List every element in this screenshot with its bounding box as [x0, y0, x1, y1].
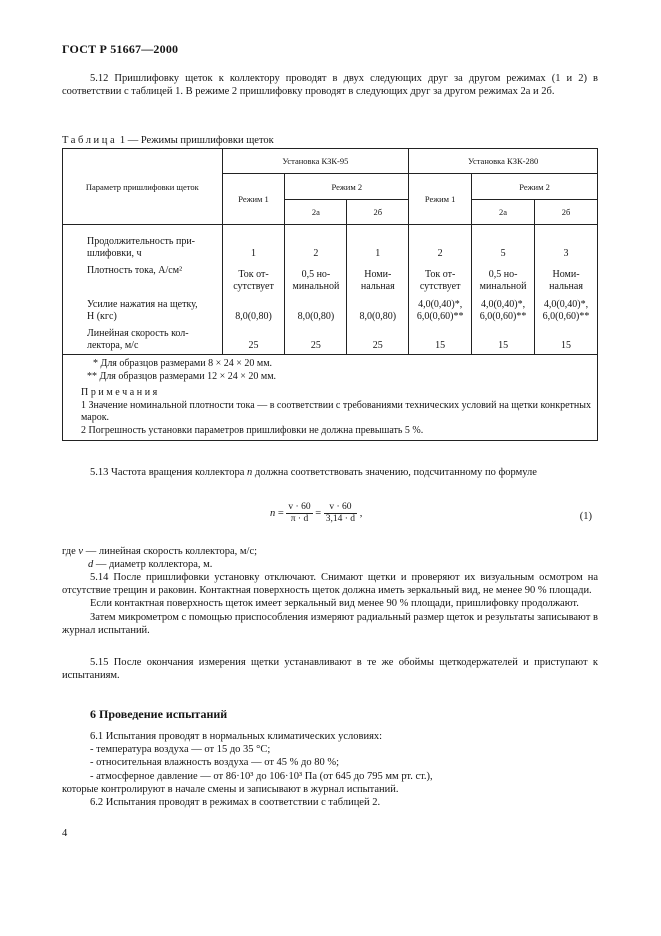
sub-2b-kzk280: 2б: [535, 200, 598, 225]
paragraph-5-13: 5.13 Частота вращения коллектора n должна соответствовать значению, подсчитанному по формуле: [90, 467, 537, 478]
unit-kzk95-header: Установка КЗК-95: [222, 149, 409, 174]
condition-temperature: - температура воздуха — от 15 до 35 °С;: [90, 744, 271, 756]
row-param-label: Продолжительность при- шлифовки, ч: [63, 225, 223, 261]
formula-fraction-2: $\frac{v \cdot 60}{3,14 \cdot d}$: [325, 502, 356, 524]
formula-lhs: n: [270, 507, 276, 519]
table-notes-row: [63, 355, 598, 441]
footnote-1: * Для образцов размерами 8 × 24 × 20 мм.: [93, 358, 273, 369]
row-param-label: Плотность тока, А/см²: [63, 260, 223, 293]
section-6-title: 6 Проведение испытаний: [90, 707, 228, 721]
paragraph-where: где v — линейная скорость коллектора, м/с; d — диаметр коллектора, м.: [62, 546, 258, 571]
note-1: 1 Значение номинальной плотности тока — в соответствии с требованиями технических условий на щетки конкретных марок.: [81, 399, 591, 423]
table-cell: 15: [472, 323, 535, 355]
table-cell: 1: [222, 225, 285, 261]
condition-pressure: - атмосферное давление — от 86·10³ до 106·10³ Па (от 645 до 795 мм рт. ст.),: [90, 770, 433, 782]
paragraph-5-15: 5.15 После окончания измерения щетки устанавливают в те же обоймы щеткодержателей и приступают к испытаниям.: [62, 657, 598, 682]
notes-title: Примечания: [81, 387, 160, 398]
mode2-header-kzk280: Режим 2: [472, 174, 598, 200]
paragraph-6-2: 6.2 Испытания проводят в режимах в соответствии с таблицей 2.: [90, 797, 381, 809]
table-cell: 8,0(0,80): [222, 293, 285, 323]
table-1: [62, 148, 598, 441]
paragraph-5-14: 5.14 После пришлифовки установку отключают. Снимают щетки и проверяют их визуальным осмотром на отсутствие трещин и раковин. Контактная поверхность щеток должна иметь зеркальный вид, не менее 90 % площади. Если контактная поверхность щеток имеет зеркальный вид менее 90 % площади, пришлифовку продолжают. Затем микрометром с помощью приспособления измеряют радиальный размер щеток и результаты записывают в журнал испытаний.: [62, 572, 598, 636]
footnote-2: ** Для образцов размерами 12 × 24 × 20 мм.: [87, 370, 277, 382]
table-cell: 8,0(0,80): [347, 293, 409, 323]
table-header-row-1: [63, 149, 598, 174]
table-cell: 0,5 но- минальной: [472, 260, 535, 293]
paragraph-5-12-text: 5.12 Пришлифовку щеток к коллектору проводят в двух следующих друг за другом режимах (1 и 2) в соответствии с таблицей 1. В режиме 2 пришлифовку проводят в следующих друг за другом режимах 2а и 2б.: [62, 73, 598, 98]
table-cell: 4,0(0,40)*, 6,0(0,60)**: [535, 293, 598, 323]
table-row-duration: [63, 225, 598, 261]
table-notes: [63, 355, 598, 441]
unit-kzk280-header: Установка КЗК-280: [409, 149, 598, 174]
table-cell: 0,5 но- минальной: [285, 260, 347, 293]
table-row-current-density: [63, 260, 598, 293]
condition-humidity: - относительная влажность воздуха — от 45 % до 80 %;: [90, 757, 340, 769]
table-1-caption: [62, 135, 274, 146]
table-cell: Ток от- сутствует: [222, 260, 285, 293]
sub-2a-kzk280: 2а: [472, 200, 535, 225]
formula-number: (1): [579, 511, 592, 522]
sub-2a-kzk95: 2а: [285, 200, 347, 225]
table-cell: Номи- нальная: [535, 260, 598, 293]
note-2: 2 Погрешность установки параметров пришлифовки не должна превышать 5 %.: [81, 424, 424, 436]
table-cell: 3: [535, 225, 598, 261]
table-cell: 2: [409, 225, 472, 261]
var-v: v: [78, 546, 84, 557]
page-number: 4: [62, 828, 68, 839]
table-row-pressing-force: [63, 293, 598, 323]
table-cell: 4,0(0,40)*, 6,0(0,60)**: [409, 293, 472, 323]
formula-1: n = $\frac{v \cdot 60}{\pi \cdot d}$ = $\frac{v \cdot 60}{3,14 \cdot d}$ , (1): [270, 502, 592, 524]
table-cell: 15: [535, 323, 598, 355]
mode1-header-kzk280: Режим 1: [409, 174, 472, 225]
mode1-header-kzk95: Режим 1: [222, 174, 285, 225]
table-cell: Номи- нальная: [347, 260, 409, 293]
paragraph-6-1: 6.1 Испытания проводят в нормальных климатических условиях: - температура воздуха — от 15 до 35 °С; - относительная влажность воздуха — от 45 % до 80 %; - атмосферное давление — от 86·10³ до 106·10³ Па (от 645 до 795 мм рт. ст.), которые контролируют в начале смены и записывают в журнал испытаний. 6.2 Испытания проводят в режимах в соответствии с таблицей 2.: [62, 730, 598, 809]
var-d: d: [88, 559, 94, 571]
formula-fraction-1: $\frac{v \cdot 60}{\pi \cdot d}$: [288, 502, 311, 524]
table-cell: 2: [285, 225, 347, 261]
table-1-caption-label: Таблица: [62, 135, 118, 146]
table-cell: 25: [347, 323, 409, 355]
table-row-linear-speed: [63, 323, 598, 355]
row-param-label: Усилие нажатия на щетку, Н (кгс): [63, 293, 223, 323]
table-cell: 5: [472, 225, 535, 261]
table-cell: 4,0(0,40)*, 6,0(0,60)**: [472, 293, 535, 323]
mode2-header-kzk95: Режим 2: [285, 174, 409, 200]
table-cell: 25: [285, 323, 347, 355]
sub-2b-kzk95: 2б: [347, 200, 409, 225]
row-param-label: Линейная скорость кол- лектора, м/с: [63, 323, 223, 355]
table-cell: 15: [409, 323, 472, 355]
table-cell: 8,0(0,80): [285, 293, 347, 323]
table-1-caption-text: 1 — Режимы пришлифовки щеток: [117, 135, 274, 146]
paragraph-5-12: [62, 72, 598, 98]
var-n: n: [247, 467, 253, 478]
table-cell: 25: [222, 323, 285, 355]
page-header-title: ГОСТ Р 51667—2000: [62, 42, 179, 56]
param-column-header: Параметр пришлифовки щеток: [63, 149, 223, 225]
table-cell: 1: [347, 225, 409, 261]
table-cell: Ток от- сутствует: [409, 260, 472, 293]
